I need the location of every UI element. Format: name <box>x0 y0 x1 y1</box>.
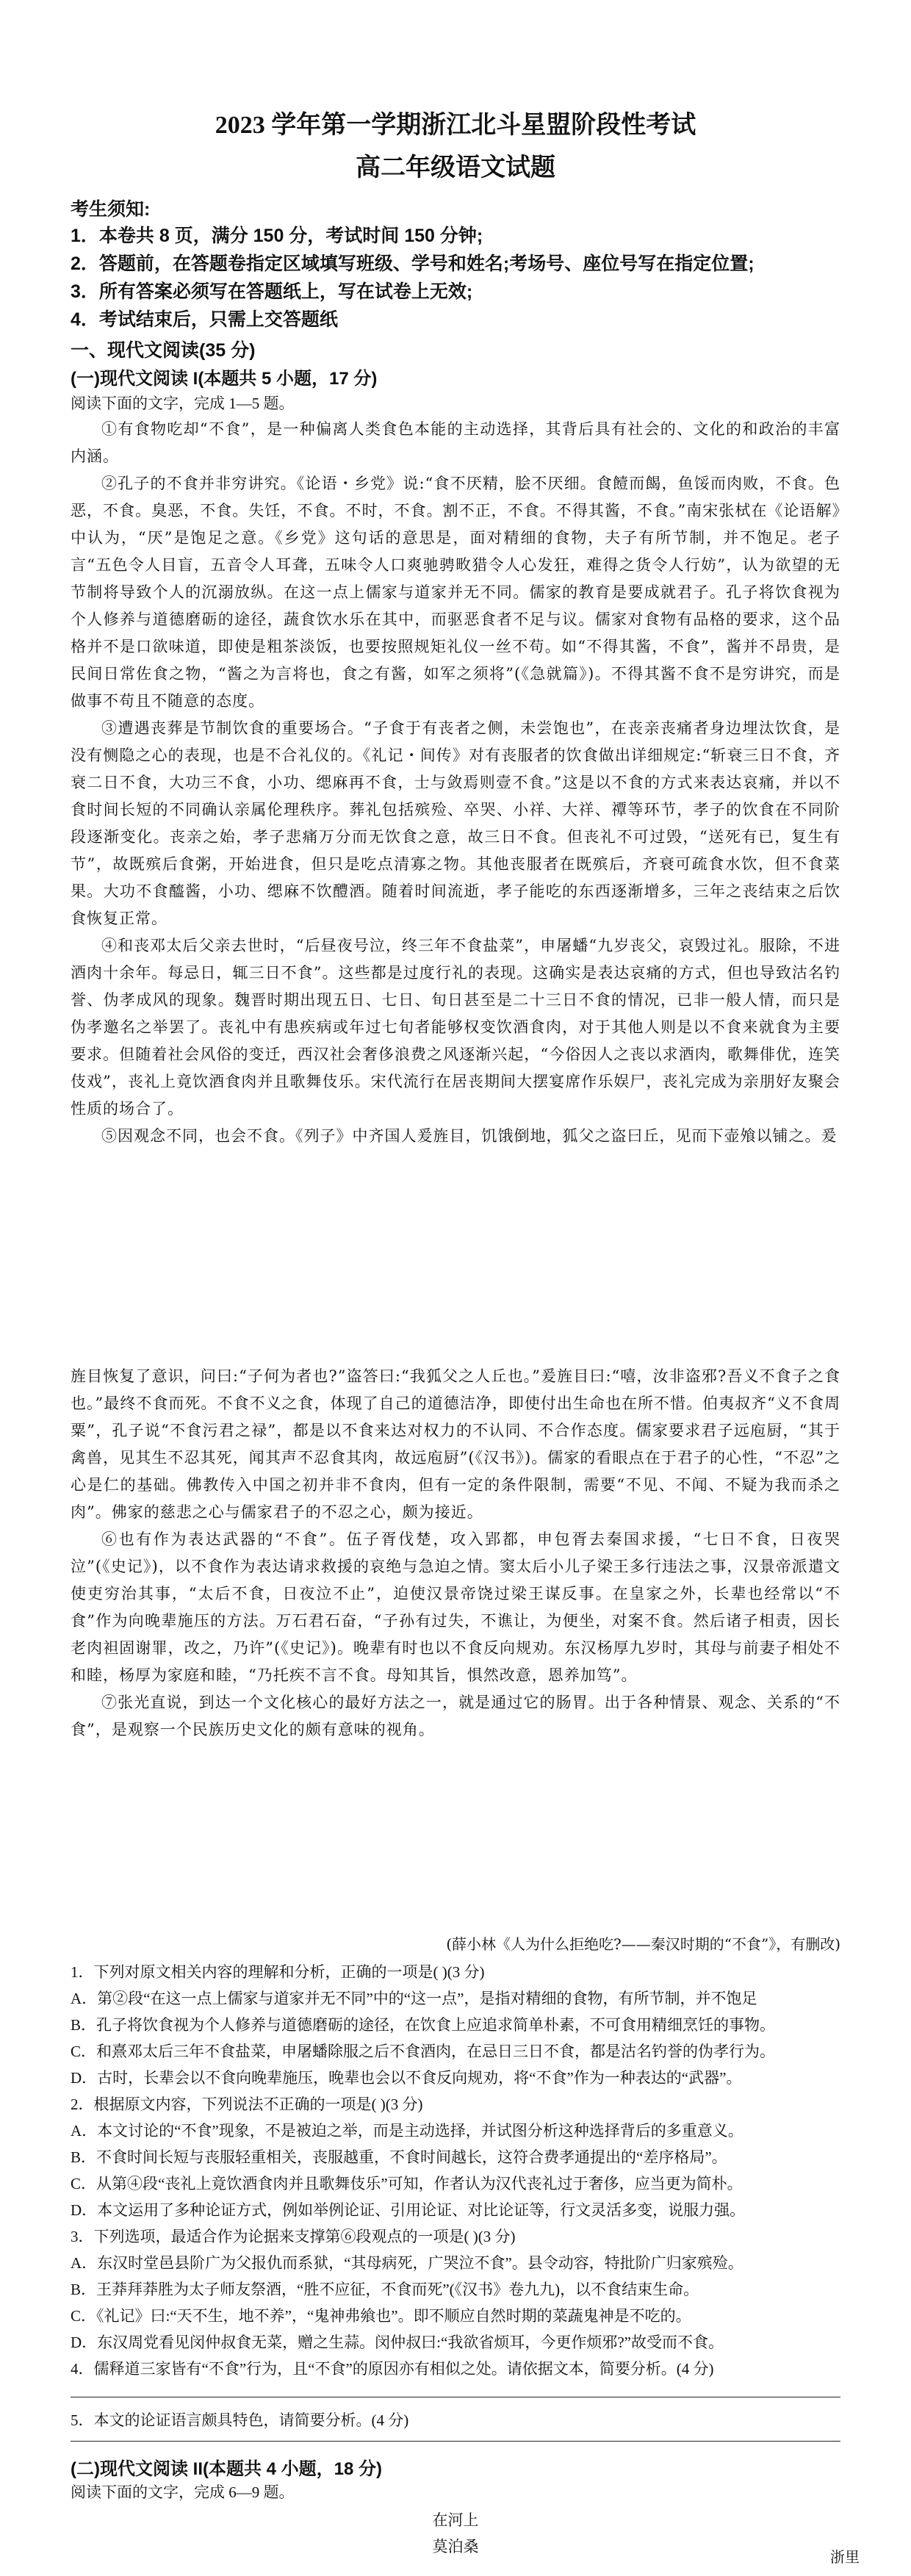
passage-paragraph-2: ②孔子的不食并非穷讲究。《论语・乡党》说:“食不厌精，脍不厌细。食饐而餲，鱼馁而肉败，不食。色恶，不食。臭恶，不食。失饪，不食。不时，不食。割不正，不食。不得其酱，不食。”南宋张栻在《论语解》中认为，“厌”是饱足之意。《乡党》这句话的意思是，面对精细的食物，夫子有所节制，并不饱足。老子言“五色令人目盲，五音令人耳聋，五味令人口爽驰骋畋猎令人心发狂，难得之货令人行妨”，认为欲望的无节制将导致个人的沉溺放纵。在这一点上儒家与道家并无不同。儒家的教育是要成就君子。孔子将饮食视为个人修养与道德磨砺的途径，蔬食饮水乐在其中，而驱恶食者不足与议。儒家对食物有品格的要求，这个品格并不是口欲味道，即使是粗茶淡饭，也要按照规矩礼仪一丝不苟。如“不得其酱，不食”，酱并不昂贵，是民间日常佐食之物，“酱之为言将也，食之有酱，如军之须将”(《急就篇》)。不得其酱不食不是穷讲究，而是做事不苟且不随意的态度。 <box>71 475 840 710</box>
notice-item: 2．答题前，在答题卷指定区域填写班级、学号和姓名;考场号、座位号写在指定位置; <box>71 253 755 274</box>
question-line: A．第②段“在这一点上儒家与道家并无不同”中的“这一点”，是指对精细的食物，有所节制，并不饱足 <box>71 1990 757 2007</box>
question-line: 3．下列选项，最适合作为论据来支撑第⑥段观点的一项是( )(3 分) <box>71 2228 516 2245</box>
footer-mark: 浙里 <box>830 2548 860 2566</box>
question-line: 2．根据原文内容，下列说法不正确的一项是( )(3 分) <box>71 2095 423 2113</box>
question-list <box>71 1959 840 2382</box>
question-line: A．东汉时堂邑县阶广为父报仇而系狱，“其母病死，广哭泣不食”。县令动容，特批阶广归家殡殓。 <box>71 2254 743 2272</box>
notice-list <box>71 222 840 334</box>
passage-paragraph-5: ⑤因观念不同，也会不食。《列子》中齐国人爰旌目，饥饿倒地，狐父之盗曰丘，见而下壶飧以铺之。爰 <box>101 1127 838 1145</box>
question-line: B．孔子将饮食视为个人修养与道德磨砺的途径，在饮食上应追求简单朴素，不可食用精细烹饪的事物。 <box>71 2016 776 2034</box>
question-line: 4．儒释道三家皆有“不食”行为，且“不食”的原因亦有相似之处。请依据文本，简要分析。(4 分) <box>71 2360 714 2378</box>
notice-item: 1．本卷共 8 页，满分 150 分，考试时间 150 分钟; <box>71 226 483 246</box>
passage-paragraph-6: ⑥也有作为表达武器的“不食”。伍子胥伐楚，攻入郢都，申包胥去秦国求援，“七日不食，日夜哭泣”(《史记》)，以不食作为表达请求救援的哀绝与急迫之情。窦太后小儿子梁王多行违法之事，汉景帝派遣文使吏穷治其事，“太后不食，日夜泣不止”，迫使汉景帝饶过梁王谋反事。在皇家之外，长辈也经常以“不食”作为向晚辈施压的方法。万石君石奋，“子孙有过失，不谯让，为便坐，对案不食。然后诸子相责，因长老肉袒固谢罪，改之，乃许”(《史记》)。晚辈有时也以不食反向规劝。东汉杨厚九岁时，其母与前妻子相处不和睦，杨厚为家庭和睦，“乃托疾不言不食。母知其旨，惧然改意，恩养加笃”。 <box>71 1530 840 1684</box>
section-heading: 一、现代文阅读(35 分) <box>71 340 256 361</box>
reading-instruction-2: 阅读下面的文字，完成 6—9 题。 <box>71 2483 295 2501</box>
question-line: B．王莽拜莽胜为太子师友祭酒，“胜不应征，不食而死”(《汉书》卷九九)，以不食结束生命。 <box>71 2281 699 2298</box>
exam-subtitle: 高二年级语文试题 <box>356 154 555 181</box>
passage-paragraph-3: ③遭遇丧葬是节制饮食的重要场合。“子食于有丧者之侧，未尝饱也”，在丧亲丧痛者身边埋汰饮食，是没有恻隐之心的表现，也是不合礼仪的。《礼记・间传》对有丧服者的饮食做出详细规定:“斩衰三日不食，齐衰二日不食，大功三不食，小功、缌麻再不食，士与敛焉则壹不食。”这是以不食的方式来表达哀痛，并以不食时间长短的不同确认亲属伦理秩序。葬礼包括殡殓、卒哭、小祥、大祥、禫等环节，孝子的饮食在不同阶段逐渐变化。丧亲之始，孝子悲痛万分而无饮食之意，故三日不食。但丧礼不可过毁，“送死有已，复生有节”，故既殡后食粥，开始进食，但只是吃点清寡之物。其他丧服者在既殡后，齐衰可疏食水饮，但不食菜果。大功不食醯酱，小功、缌麻不饮醴酒。随着时间流逝，孝子能吃的东西逐渐增多，三年之丧结束之后饮食恢复正常。 <box>71 719 840 927</box>
subsection-heading-2: (二)现代文阅读 II(本题共 4 小题，18 分) <box>71 2459 383 2479</box>
question-line: D．东汉周党看见闵仲叔食无菜，赠之生蒜。闵仲叔曰:“我欲省烦耳，今更作烦邪?”故受而不食。 <box>71 2334 724 2351</box>
subsection-heading-1: (一)现代文阅读 I(本题共 5 小题，17 分) <box>71 369 378 389</box>
passage-top <box>71 416 840 1150</box>
passage-paragraph-1: ①有食物吃却“不食”，是一种偏离人类食色本能的主动选择，其背后具有社会的、文化的和政治的丰富内涵。 <box>71 420 840 465</box>
question-line: A．本文讨论的“不食”现象，不是被迫之举，而是主动选择，并试图分析这种选择背后的多重意义。 <box>71 2122 743 2140</box>
question-line: 1．下列对原文相关内容的理解和分析，正确的一项是( )(3 分) <box>71 1963 485 1981</box>
passage-paragraph-7: ⑦张光直说，到达一个文化核心的最好方法之一，就是通过它的肠胃。出于各种情景、观念、关系的“不食”，是观察一个民族历史文化的颇有意味的视角。 <box>71 1694 840 1738</box>
question-line: B．不食时间长短与丧服轻重相关，丧服越重，不食时间越长，这符合费孝通提出的“差序格局”。 <box>71 2148 727 2166</box>
question-line: D．本文运用了多种论证方式，例如举例论证、引用论证、对比论证等，行文灵活多变，说服力强。 <box>71 2201 746 2219</box>
divider-line <box>71 2441 840 2442</box>
passage-paragraph-5-cont: 旌目恢复了意识，问曰:“子何为者也?”盗答曰:“我狐父之人丘也。”爰旌目曰:“嘻，汝非盗邪?吾义不食子之食也。”最终不食而死。不食不义之食，体现了自己的道德洁净，即使付出生命也在所不惜。伯夷叔齐“义不食周粟”，孔子说“不食污君之禄”，都是以不食来达对权力的不认同、不合作态度。儒家要求君子远庖厨，“其于禽兽，见其生不忍其死，闻其声不忍食其肉，故远庖厨”(《汉书》)。儒家的看眼点在于君子的心性，“不忍”之心是仁的基础。佛教传入中国之初并非不食肉，但有一定的条件限制，需要“不见、不闻、不疑为我而杀之肉”。佛家的慈悲之心与儒家君子的不忍之心，颇为接近。 <box>71 1367 840 1521</box>
notice-item: 4．考试结束后，只需上交答题纸 <box>71 309 338 330</box>
story-author: 莫泊桑 <box>432 2538 479 2555</box>
reading-instruction-1: 阅读下面的文字，完成 1—5 题。 <box>71 395 295 412</box>
notice-heading: 考生须知: <box>71 199 151 220</box>
passage-paragraph-4: ④和丧邓太后父亲去世时，“后昼夜号泣，终三年不食盐菜”，申屠蟠“九岁丧父，哀毁过礼。服除，不进酒肉十余年。每忌日，辄三日不食”。这些都是过度行礼的表现。这确实是表达哀痛的方式，但也导致沽名钓誉、伪孝成风的现象。魏晋时期出现五日、七日、旬日甚至是二十三日不食的情况，已非一般人情，而只是伪孝邀名之举罢了。丧礼中有患疾病或年过七旬者能够权变饮酒食肉，对于其他人则是以不食来就食为主要要求。但随着社会风俗的变迁，西汉社会奢侈浪费之风逐渐兴起，“今俗因人之丧以求酒肉，歌舞俳优，连笑伎戏”，丧礼上竟饮酒食肉并且歌舞伎乐。宋代流行在居丧期间大摆宴席作乐娱尸，丧礼完成为亲朋好友聚会性质的场合了。 <box>71 937 840 1118</box>
question-line: C．《礼记》曰:“天不生，地不养”，“鬼神弗飨也”。即不顺应自然时期的菜蔬鬼神是不吃的。 <box>71 2307 691 2325</box>
passage-source: (薛小林《人为什么拒绝吃?——秦汉时期的“不食”》，有删改) <box>446 1935 840 1953</box>
question-line: C．和熹邓太后三年不食盐菜，申屠蟠除服之后不食酒肉，在忌日三日不食，都是沽名钓誉的伪孝行为。 <box>71 2043 776 2060</box>
story-title: 在河上 <box>432 2511 479 2529</box>
question-line: C．从第④段“丧礼上竟饮酒食肉并且歌舞伎乐”可知，作者认为汉代丧礼过于奢侈，应当更为简朴。 <box>71 2175 743 2192</box>
question-5: 5．本文的论证语言颇具特色，请简要分析。(4 分) <box>71 2411 409 2429</box>
passage-bottom <box>71 1363 840 1744</box>
notice-item: 3．所有答案必须写在答题纸上，写在试卷上无效; <box>71 281 473 302</box>
exam-title: 2023 学年第一学期浙江北斗星盟阶段性考试 <box>215 112 696 139</box>
question-line: D．古时，长辈会以不食向晚辈施压，晚辈也会以不食反向规劝，将“不食”作为一种表达的“武器”。 <box>71 2069 742 2087</box>
